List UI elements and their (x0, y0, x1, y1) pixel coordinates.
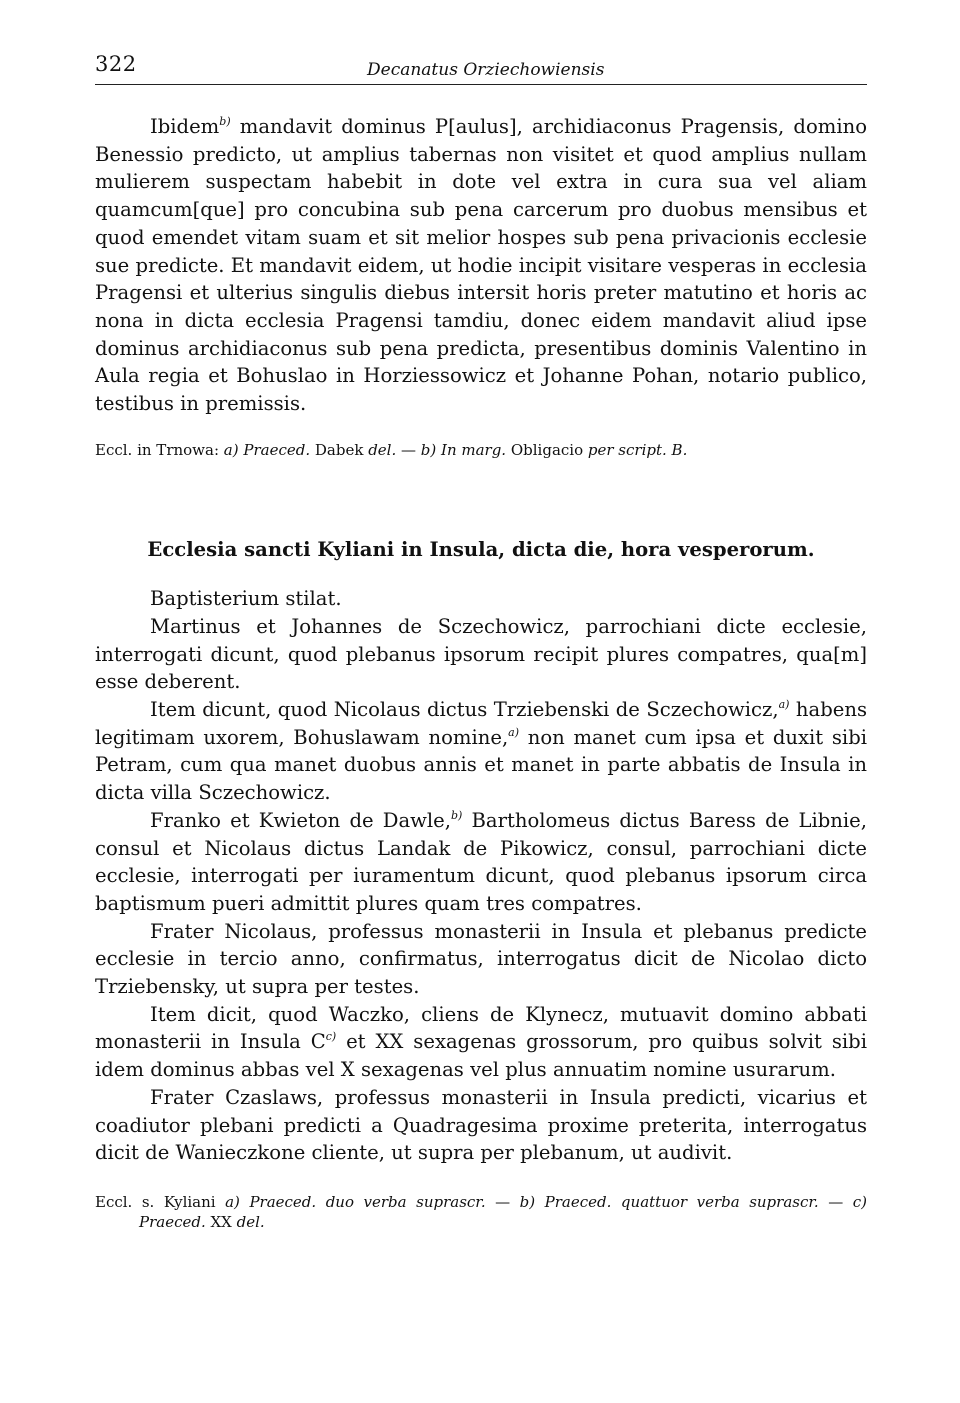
note-prefix: Eccl. in Trnowa: (95, 440, 224, 459)
note-text: Dabek (310, 440, 369, 459)
section-title: Ecclesia sancti Kyliani in Insula, dicta die, hora vesperorum. (147, 538, 815, 562)
page (95, 52, 867, 1232)
note-label-c: c) (852, 1193, 867, 1211)
footnote-kyliani (95, 1193, 867, 1232)
note-italic: Praeced. quattuor verba suprascr. (544, 1193, 819, 1211)
note-dash: — (818, 1193, 853, 1211)
footnote-marker: c) (325, 1030, 337, 1044)
paragraph-franko (95, 807, 867, 918)
note-dash: — (485, 1193, 520, 1211)
paragraph-text: Item dicunt, quod Nicolaus dictus Trziebenski de Sczechowicz, (150, 698, 779, 722)
note-italic: Praeced. (139, 1212, 206, 1231)
note-prefix: Eccl. s. Kyliani (95, 1193, 226, 1211)
paragraph-text: et XX sexagenas grossorum, pro quibus solvit sibi idem dominus abbas vel X sexagenas vel plus annuatim nomine usurarum. (95, 1030, 867, 1082)
note-italic: del. (368, 440, 397, 459)
paragraph-text: Bartholomeus dictus Baress de Libnie, consul et Nicolaus dictus Landak de Pikowicz, consul, parrochiani dicte ecclesie, interrogati per iuramentum dicunt, quod plebanus ipsorum circa baptismum pueri admittit plures quam tres compatres. (95, 808, 867, 915)
page-number: 322 (95, 52, 137, 76)
paragraph-item-dicit (95, 1001, 867, 1084)
note-label-a: a) (225, 1193, 250, 1211)
paragraph-text: non manet cum ipsa et duxit sibi Petram, cum qua manet duobus annis et manet in parte abbatis de Insula in dicta villa Sczechowicz. (95, 725, 867, 805)
paragraph-text: Item dicit, quod Waczko, cliens de Klynecz, mutuavit domino abbati monasterii in Insula C (95, 1002, 867, 1054)
paragraph-text: Franko et Kwieton de Dawle, (150, 808, 452, 832)
paragraph-lead: Ibidem (150, 115, 220, 138)
paragraph-item-dicunt (95, 696, 867, 807)
note-label-b: b) (420, 440, 442, 459)
note-dash: — (396, 440, 421, 459)
paragraph-text: habens legitimam uxorem, Bohuslawam nomine, (95, 698, 868, 749)
page-header (95, 52, 867, 85)
paragraph-baptisterium: Baptisterium stilat. (150, 587, 342, 611)
note-italic: del. (236, 1212, 265, 1231)
note-label-b: b) (519, 1193, 545, 1211)
footnote-marker: a) (508, 725, 520, 739)
note-text: Obligacio (506, 440, 588, 459)
paragraph-frater-czaslaws: Frater Czaslaws, professus monasterii in Insula predicti, vicarius et coadiutor plebani predicti a Quadragesima proxime preterita, interrogatus dicit de Wanieczkone cliente, ut supra per plebanum, ut audivit. (95, 1085, 867, 1165)
note-italic: In marg. (441, 440, 507, 459)
note-label-a: a) (223, 440, 244, 459)
footnote-trnowa (95, 441, 867, 461)
paragraph-martinus: Martinus et Johannes de Sczechowicz, parrochiani dicte ecclesie, interrogati dicunt, quod plebanus ipsorum recipit plures compatres, qua[m] esse deberent. (95, 614, 867, 694)
running-title: Decanatus Orziechowiensis (367, 60, 605, 80)
note-italic: per script. B. (587, 440, 688, 459)
paragraph-ibidem (95, 113, 867, 418)
footnote-marker: b) (219, 115, 231, 128)
paragraph-frater-nicolaus: Frater Nicolaus, professus monasterii in Insula et plebanus predicte ecclesie in tercio anno, confirmatus, interrogatus dicit de Nicolao dicto Trziebensky, ut supra per testes. (95, 919, 867, 999)
note-text: XX (205, 1212, 237, 1231)
footnote-marker: a) (778, 698, 790, 712)
footnote-marker: b) (451, 808, 463, 822)
note-italic: Praeced. (243, 440, 311, 459)
paragraph-text: mandavit dominus P[aulus], archidiaconus Pragensis, domino Benessio predicto, ut amplius tabernas non visitet et quod amplius nullam mulierem suspectam habebit in dote vel extra in cura sua vel aliam quamcum[que] pro concubina sub pena carcerum pro duobus mensibus et quod emendet vitam suam et sit melior hospes sub pena privacionis ecclesie sue predicte. Et mandavit eidem, ut hodie incipit visitare vesperas in ecclesia Pragensi et ulterius singulis diebus intersit horis preter matutino et horis ac nona in dicta ecclesia Pragensi tamdiu, donec eidem mandavit aliud ipse dominus archidiaconus sub pena predicta, presentibus dominis Valentino in Aula regia et Bohuslao in Horziessowicz et Johanne Pohan, notario publico, testibus in premissis. (95, 115, 867, 416)
note-italic: Praeced. duo verba suprascr. (249, 1193, 486, 1211)
